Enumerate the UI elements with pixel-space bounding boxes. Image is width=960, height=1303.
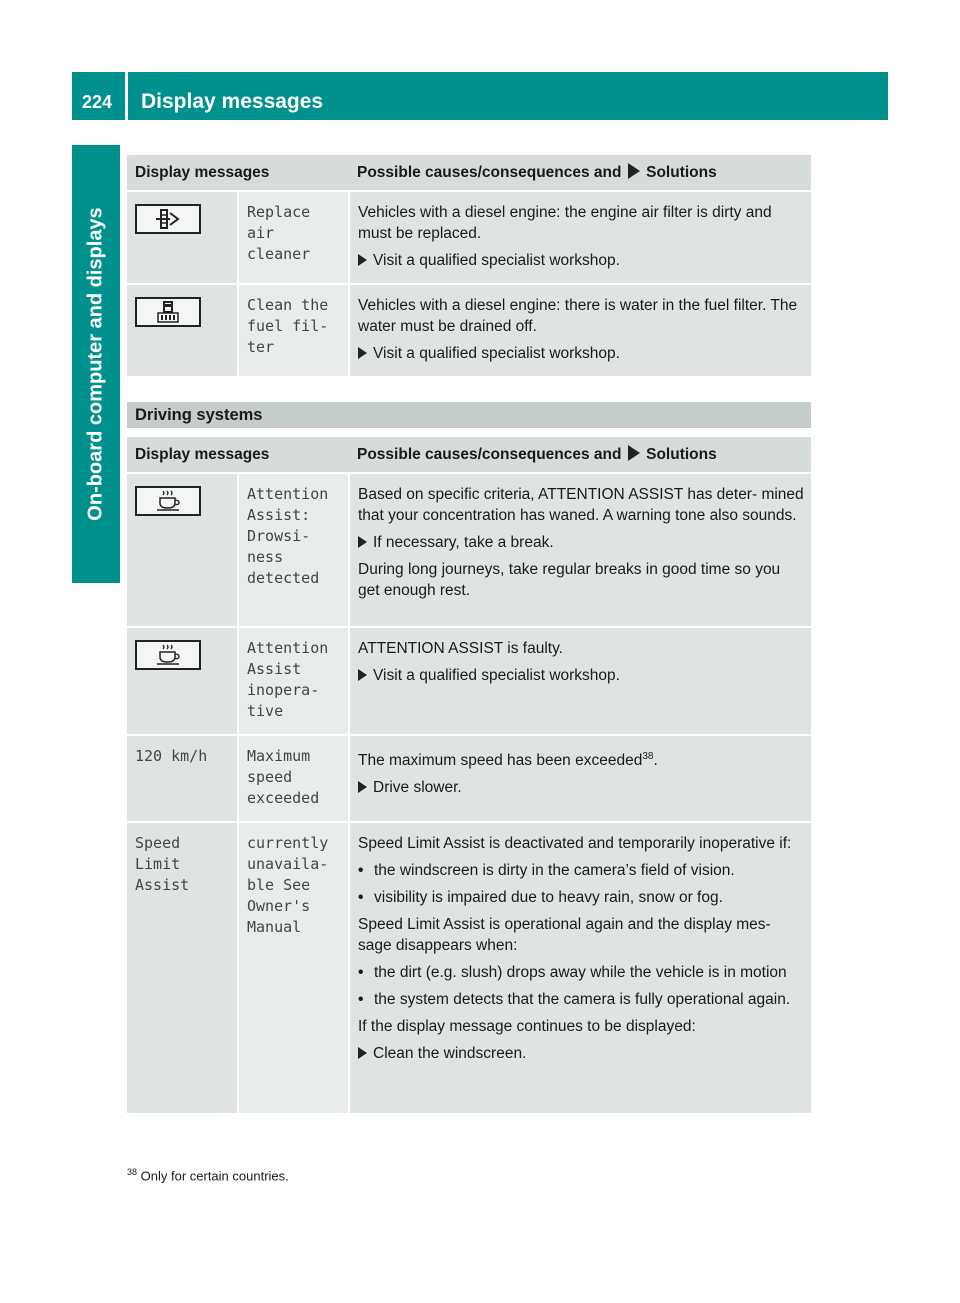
table-row	[127, 822, 811, 1114]
message-text: Replace air cleaner	[247, 203, 311, 263]
cause-cell	[349, 284, 811, 377]
bullet-icon: •	[358, 991, 364, 1008]
air-filter-icon	[135, 204, 201, 234]
solution-text: Visit a qualified specialist workshop.	[373, 345, 620, 362]
cause-text: Vehicles with a diesel engine: the engine air filter is dirty and must be replaced.	[358, 204, 772, 242]
list-item	[358, 860, 805, 881]
solution-step	[358, 665, 805, 686]
coffee-cup-icon	[135, 640, 201, 670]
cause-text: The maximum speed has been exceeded	[358, 752, 643, 770]
message-text: Attention Assist inopera‐ tive	[247, 639, 329, 720]
bullet-text: the system detects that the camera is fully operational again.	[374, 991, 791, 1008]
arrow-icon	[358, 536, 367, 548]
solution-step	[358, 1043, 805, 1064]
solution-text: Clean the windscreen.	[373, 1045, 527, 1062]
cause-cell	[349, 473, 811, 627]
cause-text: Based on specific criteria, ATTENTION ASSIST has deter‐ mined that your concentration has waned. A warning tone also sounds.	[358, 486, 804, 524]
solution-step	[358, 250, 805, 271]
solution-text: Visit a qualified specialist workshop.	[373, 667, 620, 684]
bullet-icon: •	[358, 862, 364, 879]
list-item	[358, 962, 805, 983]
arrow-icon	[358, 669, 367, 681]
table-header-row	[127, 155, 811, 191]
paragraph-text: Speed Limit Assist is operational again and the display mes‐ sage disappears when:	[358, 916, 771, 954]
message-cell	[238, 191, 349, 284]
footnote	[127, 1167, 289, 1183]
page-title: Display messages	[141, 90, 324, 113]
bullet-text: the dirt (e.g. slush) drops away while the vehicle is in motion	[374, 964, 787, 981]
cause-cell	[349, 627, 811, 735]
cause-text: ATTENTION ASSIST is faulty.	[358, 640, 563, 657]
table-row	[127, 191, 811, 284]
col-header-solutions: Solutions	[646, 164, 717, 181]
cause-cell	[349, 191, 811, 284]
col-header-causes	[349, 437, 811, 473]
cause-cell	[349, 735, 811, 822]
solution-step	[358, 777, 805, 798]
col-header-display-messages: Display messages	[127, 155, 349, 191]
table-row	[127, 284, 811, 377]
page-number: 224	[82, 92, 113, 112]
list-item	[358, 989, 805, 1010]
solution-text: Drive slower.	[373, 779, 462, 797]
col-header-display-messages: Display messages	[127, 437, 349, 473]
solution-text: If necessary, take a break.	[373, 534, 554, 551]
cause-line	[358, 746, 805, 771]
table-row	[127, 627, 811, 735]
footnote-text: Only for certain countries.	[140, 1168, 289, 1184]
message-cell	[238, 627, 349, 735]
table-header-row	[127, 437, 811, 473]
bullet-icon: •	[358, 964, 364, 981]
table-row	[127, 473, 811, 627]
footnote-number: 38	[127, 1167, 138, 1177]
message-text: Attention Assist: Drowsi‐ ness detected	[247, 485, 329, 587]
message-cell	[238, 284, 349, 377]
display-messages-table-2	[127, 437, 811, 1115]
header-separator	[125, 72, 128, 120]
footnote-ref: 38	[642, 751, 654, 762]
cause-end: .	[653, 752, 658, 770]
arrow-icon	[358, 1047, 367, 1059]
paragraph-text: If the display message continues to be displayed:	[358, 1018, 696, 1035]
section-title: Driving systems	[127, 402, 811, 428]
message-text: Clean the fuel fil‐ ter	[247, 296, 329, 356]
col-header-solutions: Solutions	[646, 446, 717, 463]
col-header-causes-text: Possible causes/consequences and	[357, 164, 622, 181]
display-cell	[127, 735, 238, 822]
icon-cell	[127, 191, 238, 284]
side-tab-label: On-board computer and displays	[84, 207, 107, 521]
arrow-icon	[358, 254, 367, 266]
arrow-icon	[358, 781, 367, 793]
arrow-icon	[358, 347, 367, 359]
fuel-filter-icon	[135, 297, 201, 327]
message-cell	[238, 822, 349, 1114]
list-item	[358, 887, 805, 908]
icon-cell	[127, 627, 238, 735]
icon-cell	[127, 284, 238, 377]
display-cell	[127, 822, 238, 1114]
arrow-icon	[628, 445, 640, 461]
coffee-cup-icon	[135, 486, 201, 516]
col-header-causes	[349, 155, 811, 191]
bullet-icon: •	[358, 889, 364, 906]
solution-text: Visit a qualified specialist workshop.	[373, 252, 620, 269]
arrow-icon	[628, 163, 640, 179]
message-cell	[238, 735, 349, 822]
icon-cell	[127, 473, 238, 627]
solution-step	[358, 343, 805, 364]
bullet-text: visibility is impaired due to heavy rain, snow or fog.	[374, 889, 723, 906]
col-header-causes-text: Possible causes/consequences and	[357, 446, 622, 463]
display-messages-table-1	[127, 155, 811, 378]
message-text: currently unavaila‐ ble See Owner's Manual	[247, 834, 329, 936]
cause-text: Vehicles with a diesel engine: there is water in the fuel filter. The water must be drained off.	[358, 297, 798, 335]
message-text: Maximum speed exceeded	[247, 747, 320, 807]
note-text: During long journeys, take regular breaks in good time so you get enough rest.	[358, 561, 781, 599]
display-text: 120 km/h	[135, 747, 208, 765]
message-cell	[238, 473, 349, 627]
table-row	[127, 735, 811, 822]
display-text: Speed Limit Assist	[135, 834, 190, 894]
bullet-text: the windscreen is dirty in the camera’s field of vision.	[374, 862, 735, 879]
solution-step	[358, 532, 805, 553]
cause-text: Speed Limit Assist is deactivated and temporarily inoperative if:	[358, 835, 792, 852]
cause-cell	[349, 822, 811, 1114]
